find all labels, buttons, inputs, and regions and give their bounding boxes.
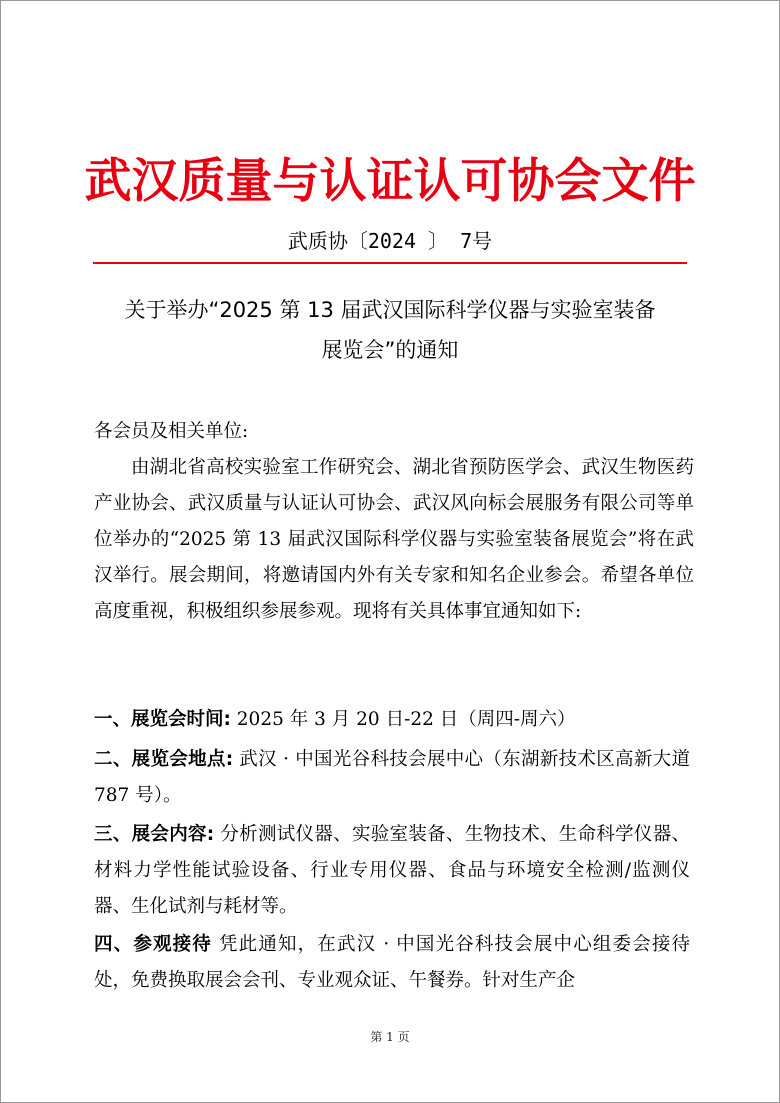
item-text: 2025 年 3 月 20 日-22 日（周四-周六）: [230, 709, 576, 730]
item-label: 一、展览会时间:: [94, 709, 231, 730]
salutation: 各会员及相关单位:: [94, 421, 249, 442]
item-visitor-reception: [94, 927, 690, 999]
item-label: 二、展览会地点:: [94, 749, 234, 770]
page-number: 第 1 页: [370, 1030, 410, 1044]
item-text: 武汉 · 中国光谷科技会展中心（东湖新技术区高新大道 787 号）。: [94, 749, 690, 806]
item-text: 分析测试仪器、实验室装备、生物技术、生命科学仪器、材料力学性能试验设备、行业专用仪器、食品与环境安全检测/监测仪器、生化试剂与耗材等。: [94, 824, 690, 917]
item-exhibition-time: [94, 702, 690, 738]
item-exhibition-content: [94, 817, 690, 925]
red-divider-line: [93, 262, 687, 264]
item-exhibition-venue: [94, 742, 690, 814]
document-header-title: 武汉质量与认证认可协会文件: [84, 154, 696, 209]
item-label: 四、参观接待: [94, 934, 212, 955]
notice-title-line-1: 关于举办“2025 第 13 届武汉国际科学仪器与实验室装备: [124, 298, 656, 322]
notice-title: [90, 290, 690, 370]
item-text: 凭此通知，在武汉 · 中国光谷科技会展中心组委会接待处，免费换取展会会刊、专业观众证、午餐券。针对生产企: [94, 934, 690, 991]
item-label: 三、展会内容:: [94, 824, 215, 845]
intro-paragraph: 由湖北省高校实验室工作研究会、湖北省预防医学会、武汉生物医药产业协会、武汉质量与认证认可协会、武汉风向标会展服务有限公司等单位举办的“2025 第 13 届武汉国际科学仪器与实验室装备展览会”将在武汉举行。展会期间，将邀请国内外有关专家和知名企业参会。希望各单位高度重视，积极组织参展参观。现将有关具体事宜通知如下:: [94, 457, 694, 622]
notice-title-line-2: 展览会”的通知: [321, 338, 459, 362]
document-number: 武质协〔2024 〕 7号: [287, 229, 493, 253]
